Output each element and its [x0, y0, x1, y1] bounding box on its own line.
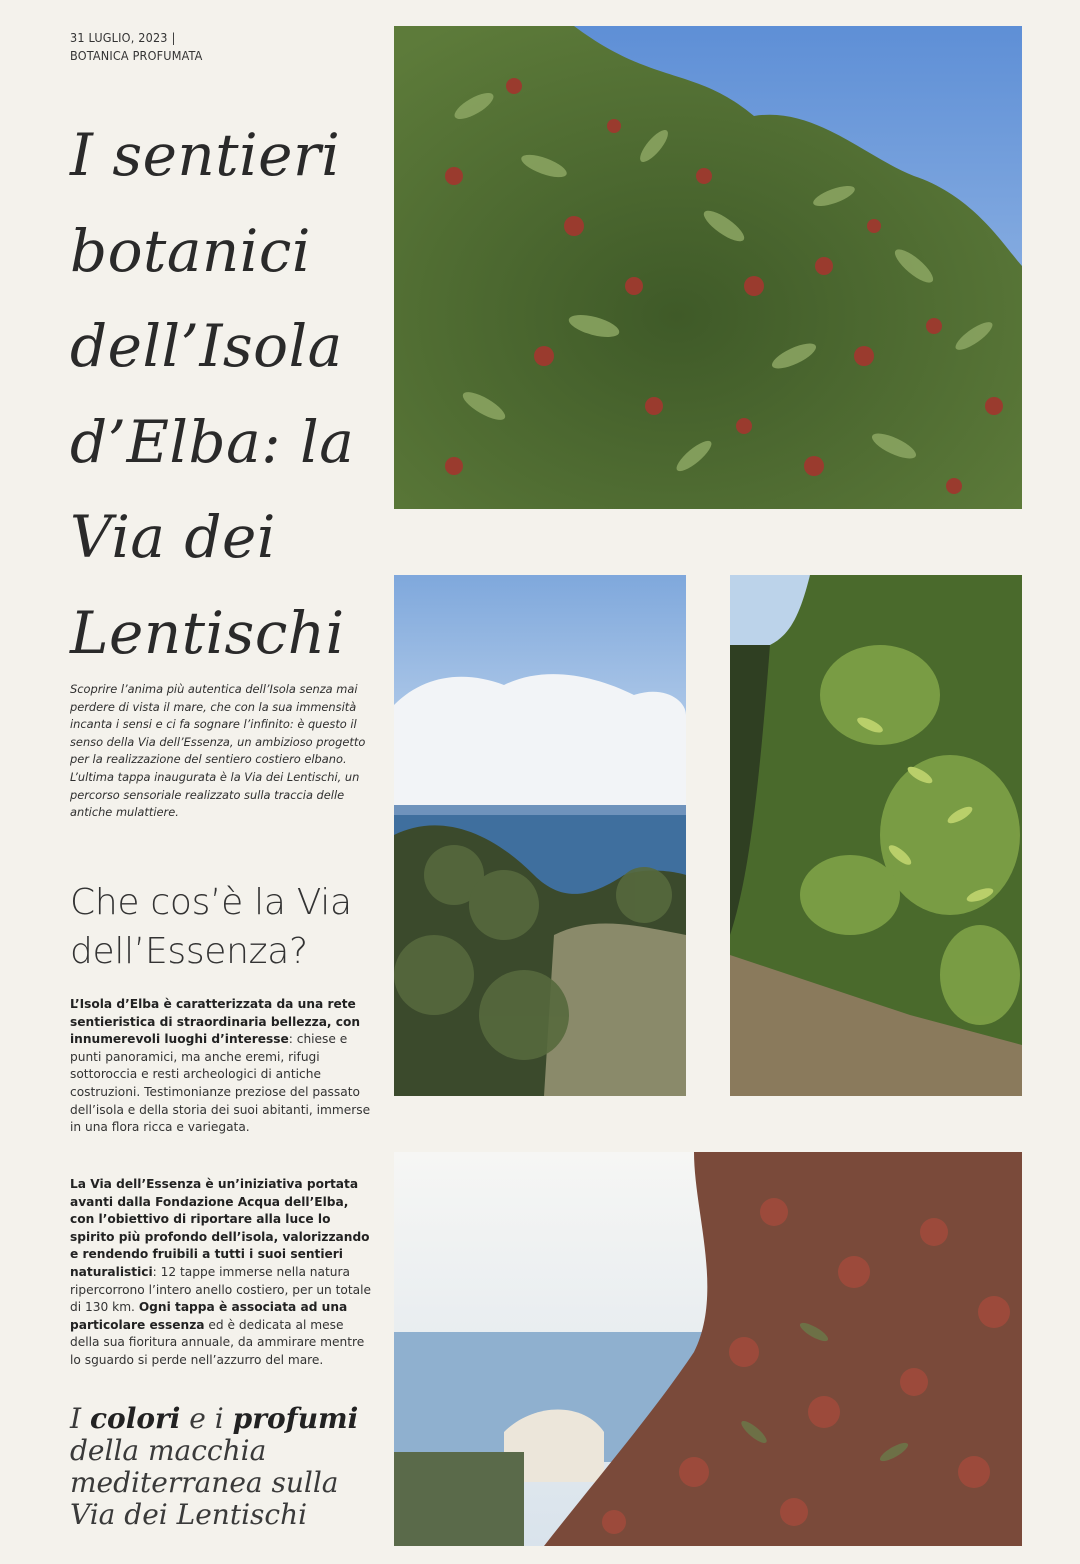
body-text: : 12 tappe immerse nella natura ripercorrono l’intero anello costiero, per un totale di 130 km. [70, 1264, 372, 1315]
photo-green-shrub-path [730, 575, 1022, 1096]
photo-sea-view [394, 575, 686, 1096]
article-meta [70, 29, 203, 65]
body-text: ed è dedicata al mese della sua fioritura annuale, da ammirare mentre lo sguardo si perde nell’azzurro del mare. [70, 1317, 365, 1367]
title-line: botanici [70, 216, 311, 285]
section-heading-line: Che cos’è la Via [70, 882, 352, 923]
quote-line: Via dei Lentischi [70, 1498, 308, 1531]
publish-date: 31 LUGLIO, 2023 [70, 30, 168, 45]
article-intro: Scoprire l’anima più autentica dell’Isola senza mai perdere di vista il mare, che con la sua immensità incanta i sensi e ci fa sognare l’infinito: è questo il senso della Via dell’Essenza, un ambizioso progetto per la realizzazione del sentiero costiero elbano. L’ultima tappa inaugurata è la Via dei Lentischi, un percorso sensoriale realizzato sulla traccia delle antiche mulattiere. [70, 682, 366, 820]
title-line: Via dei [70, 503, 276, 571]
emphasis-text: Ogni tappa è associata ad una particolare essenza [70, 1300, 348, 1332]
emphasis-text: La Via dell’Essenza è un’iniziativa portata avanti dalla Fondazione Acqua dell’Elba, con l’obiettivo di riportare alla luce lo spirito più profondo dell’isola, valorizzando e rendendo fruibili a tutti i suoi sentieri naturalistici [70, 1177, 370, 1279]
pull-quote [70, 1403, 380, 1531]
quote-text: e i [180, 1402, 233, 1435]
quote-emphasis: colori [89, 1402, 181, 1435]
body-paragraph-2 [70, 1176, 375, 1370]
category-link[interactable]: BOTANICA PROFUMATA [70, 48, 203, 63]
photo-red-shrub-sea [394, 1152, 1022, 1546]
title-line: dell’Isola [70, 312, 343, 380]
emphasis-text: L’Isola d’Elba è caratterizzata da una rete sentieristica di straordinaria bellezza, con innumerevoli luoghi d’interesse [70, 997, 361, 1047]
title-line: Lentischi [70, 598, 345, 667]
body-paragraph-1 [70, 996, 375, 1137]
article-title [70, 108, 380, 681]
section-heading [70, 878, 380, 976]
quote-text: I [70, 1402, 90, 1435]
quote-line: mediterranea sulla [70, 1466, 339, 1499]
body-text: : chiese e punti panoramici, ma anche eremi, rifugi sottoroccia e resti archeologici di antiche costruzioni. Testimonianze preziose del passato dell’isola e della storia dei suoi abitanti, immerse in una flora ricca e variegata. [70, 1032, 371, 1135]
meta-separator: | [171, 30, 176, 45]
section-heading-line: dell’Essenza? [70, 931, 308, 972]
photo-lentisk-shrub-sky [394, 26, 1022, 509]
quote-emphasis: profumi [232, 1402, 359, 1435]
quote-line: della macchia [70, 1434, 267, 1467]
title-line: d’Elba: la [70, 407, 355, 476]
title-line: I sentieri [70, 121, 341, 189]
